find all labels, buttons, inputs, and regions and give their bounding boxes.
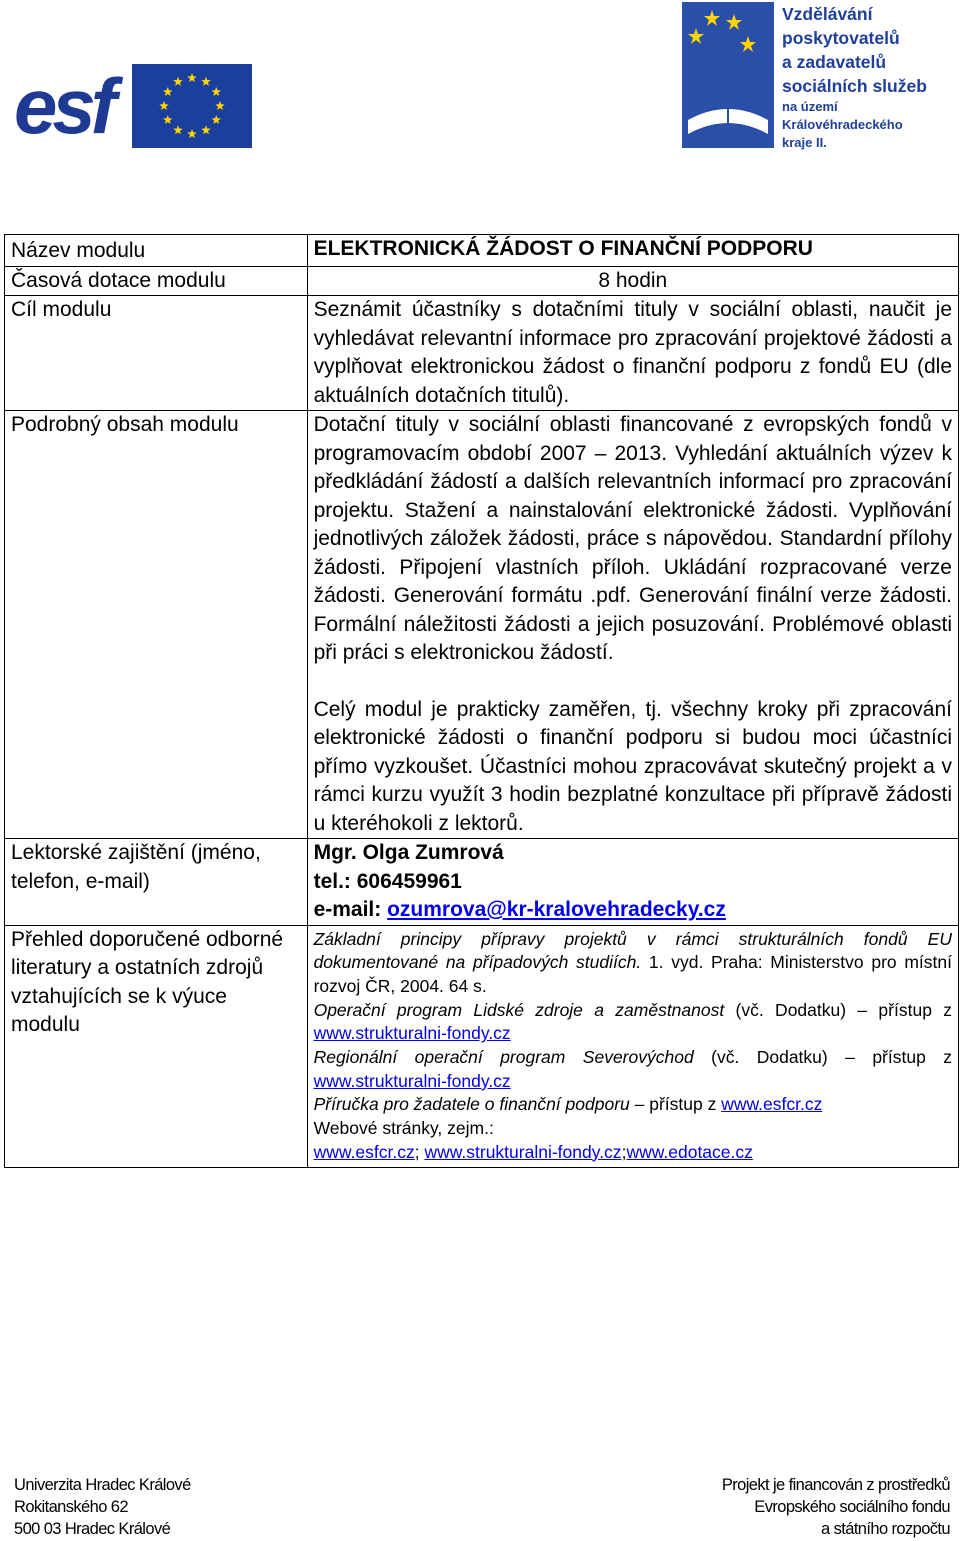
literature-label: Přehled doporučené odborné literatury a ostatních zdrojů vztahujících se k výuce modulu — [5, 925, 308, 1167]
literature-detail: 1. vyd. Praha: Ministerstvo pro místní rozvoj ČR, 2004. 64 s. — [313, 952, 953, 996]
project-logo-line: kraje II. — [782, 135, 827, 150]
eu-star-icon — [173, 77, 183, 86]
content-paragraph-1: Dotační tituly v sociální oblasti financované z evropských fondů v programovacím období 2007 – 2013. Vyhledání aktuálních výzev k předkládání žádostí a dalších relevantních informací pro zpracování projektu. Stažení a nainstalování elektronické žádosti. Vyplňování jednotlivých záložek žádosti, práce s nápovědou. Standardní přílohy žádosti. Připojení vlastních příloh. Ukládání rozpracované verze žádosti. Generování formátu .pdf. Generování finální verze žádosti. Formální náležitosti žádosti a jejich posuzování. Problémové oblasti při práci s elektronickou žádostí. — [313, 413, 952, 664]
footer-line: Rokitanského 62 — [14, 1498, 128, 1516]
content-paragraph-2: Celý modul je prakticky zaměřen, tj. všechny kroky při zpracování elektronické žádosti o finanční podporu si budou moci účastníci přímo vyzkoušet. Účastníci mohou zpracovávat skutečný projekt a v rámci kurzu využít 3 hodin bezplatné konzultace při přípravě žádosti u kteréhokoli z lektorů. — [313, 697, 952, 835]
content-label: Podrobný obsah modulu — [5, 411, 308, 839]
link-separator: ; — [621, 1141, 627, 1162]
literature-value — [307, 925, 958, 1167]
project-logo-line: sociálních služeb — [782, 76, 927, 96]
project-logo-line: poskytovatelů — [782, 28, 900, 48]
table-row-time — [5, 266, 959, 296]
footer-line: 500 03 Hradec Králové — [14, 1520, 171, 1538]
literature-link[interactable]: www.strukturalni-fondy.cz — [313, 1070, 511, 1091]
literature-detail: (vč. Dodatku) – přístup z — [724, 999, 952, 1020]
eu-star-icon — [201, 125, 211, 134]
eu-star-icon — [173, 125, 183, 134]
footer-address — [14, 1474, 191, 1540]
footer-funding — [722, 1474, 950, 1540]
eu-star-icon — [215, 101, 225, 110]
project-logo-title — [782, 2, 954, 152]
eu-stars-icon — [132, 64, 252, 148]
lector-name: Mgr. Olga Zumrová — [313, 841, 504, 864]
literature-title: Příručka pro žadatele o finanční podporu — [313, 1094, 630, 1115]
literature-item — [314, 1141, 952, 1165]
eu-star-icon — [163, 87, 173, 96]
footer-line: Univerzita Hradec Králové — [14, 1476, 191, 1494]
literature-title: Regionální operační program Severovýchod — [313, 1047, 694, 1068]
time-value: 8 hodin — [307, 266, 958, 296]
eu-star-icon — [201, 77, 211, 86]
literature-item — [314, 999, 952, 1046]
footer-line: Projekt je financován z prostředků — [721, 1476, 950, 1494]
lector-email-line — [314, 896, 952, 925]
literature-detail: – přístup z — [629, 1094, 722, 1115]
footer-line: Evropského sociálního fondu — [754, 1498, 950, 1516]
literature-item: Webové stránky, zejm.: — [313, 1118, 494, 1139]
lector-email-prefix: e-mail: — [313, 898, 388, 921]
literature-link[interactable]: www.strukturalni-fondy.cz — [313, 1023, 511, 1044]
eu-star-icon — [187, 73, 197, 82]
literature-link[interactable]: www.strukturalni-fondy.cz — [424, 1141, 622, 1162]
eu-star-icon — [159, 101, 169, 110]
esf-logo — [14, 64, 238, 148]
lector-phone: tel.: 606459961 — [313, 869, 462, 893]
table-row-lector — [5, 839, 959, 926]
literature-title: Operační program Lidské zdroje a zaměstnanost — [313, 999, 725, 1020]
goal-label: Cíl modulu — [5, 296, 308, 411]
literature-item — [314, 1093, 952, 1117]
literature-link[interactable]: www.edotace.cz — [626, 1141, 753, 1162]
project-logo-line: a zadavatelů — [782, 52, 887, 72]
literature-item — [314, 928, 952, 999]
literature-title: Základní principy přípravy projektů v rámci strukturálních fondů EU dokumentované na případových studiích. — [313, 928, 952, 973]
footer-line: a státního rozpočtu — [821, 1520, 950, 1538]
project-logo — [682, 2, 954, 150]
book-emblem-icon — [682, 2, 774, 148]
table-row-literature — [5, 925, 959, 1167]
eu-star-icon — [163, 115, 173, 124]
module-name-value: ELEKTRONICKÁ ŽÁDOST O FINANČNÍ PODPORU — [307, 235, 958, 267]
literature-item — [314, 1046, 952, 1093]
project-logo-line: Vzdělávání — [782, 4, 873, 24]
table-row-goal — [5, 296, 959, 411]
lector-value — [307, 839, 958, 926]
eu-star-icon — [211, 115, 221, 124]
table-row-content — [5, 411, 959, 839]
literature-detail: (vč. Dodatku) – přístup z — [693, 1047, 952, 1068]
eu-star-icon — [211, 87, 221, 96]
table-row-name — [5, 235, 959, 267]
project-logo-line: na území — [782, 99, 838, 114]
lector-email-link[interactable]: ozumrova@kr-kralovehradecky.cz — [387, 898, 726, 921]
esf-logo-text: esf — [14, 62, 112, 150]
time-label: Časová dotace modulu — [5, 266, 308, 296]
goal-value: Seznámit účastníky s dotačními tituly v sociální oblasti, naučit je vyhledávat relevantní informace pro zpracování projektové žádosti a vyplňovat elektronickou žádost o finanční podporu z fondů EU (dle aktuálních dotačních titulů). — [307, 296, 958, 411]
literature-link[interactable]: www.esfcr.cz — [721, 1094, 823, 1115]
module-table — [4, 234, 959, 1168]
eu-star-icon — [187, 129, 197, 138]
lector-label: Lektorské zajištění (jméno, telefon, e-mail) — [5, 839, 308, 926]
eu-flag-icon — [132, 64, 252, 148]
literature-link[interactable]: www.esfcr.cz — [313, 1141, 415, 1162]
content-value — [307, 411, 958, 839]
link-separator: ; — [414, 1141, 425, 1162]
name-label: Název modulu — [5, 235, 308, 267]
project-logo-line: Královéhradeckého — [782, 117, 903, 132]
